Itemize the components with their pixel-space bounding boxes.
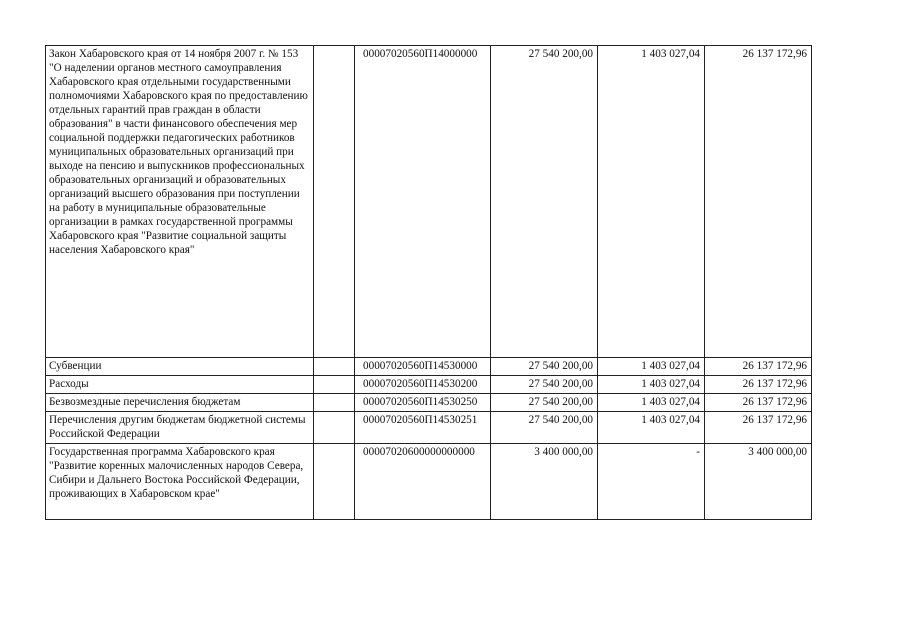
row-value-2: -: [598, 444, 705, 520]
row-blank-cell: [314, 444, 355, 520]
row-blank-cell: [314, 376, 355, 394]
table-row: [46, 412, 812, 444]
row-name: Субвенции: [46, 358, 314, 376]
row-blank-cell: [314, 394, 355, 412]
row-value-2: 1 403 027,04: [598, 412, 705, 444]
row-blank-cell: [314, 46, 355, 358]
row-value-1: 27 540 200,00: [491, 376, 598, 394]
row-value-3: 26 137 172,96: [705, 394, 812, 412]
row-code: 00007020560П14000000: [355, 46, 491, 358]
row-blank-cell: [314, 412, 355, 444]
row-code: 00007020600000000000: [355, 444, 491, 520]
row-value-1: 3 400 000,00: [491, 444, 598, 520]
row-name: Закон Хабаровского края от 14 ноября 2007 г. № 153 "О наделении органов местного самоуправления Хабаровского края отдельными государственными полномочиями Хабаровского края по предоставлению отдельных гарантий прав граждан в области образования" в части финансового обеспечения мер социальной поддержки педагогических работников муниципальных образовательных организаций при выходе на пенсию и выпускников профессиональных образовательных организаций и образовательных организаций высшего образования при поступлении на работу в муниципальные образовательные организации в рамках государственной программы Хабаровского края "Развитие социальной защиты населения Хабаровского края": [46, 46, 314, 358]
table-row: [46, 394, 812, 412]
row-name: Перечисления другим бюджетам бюджетной системы Российской Федерации: [46, 412, 314, 444]
row-value-1: 27 540 200,00: [491, 46, 598, 358]
row-value-1: 27 540 200,00: [491, 412, 598, 444]
row-value-3: 3 400 000,00: [705, 444, 812, 520]
row-blank-cell: [314, 358, 355, 376]
row-value-1: 27 540 200,00: [491, 394, 598, 412]
row-code: 00007020560П14530000: [355, 358, 491, 376]
table-row: [46, 46, 812, 358]
row-value-2: 1 403 027,04: [598, 394, 705, 412]
budget-table: [45, 45, 812, 520]
row-value-3: 26 137 172,96: [705, 46, 812, 358]
row-name: Безвозмездные перечисления бюджетам: [46, 394, 314, 412]
row-value-2: 1 403 027,04: [598, 358, 705, 376]
row-code: 00007020560П14530251: [355, 412, 491, 444]
row-value-2: 1 403 027,04: [598, 376, 705, 394]
table-row: [46, 358, 812, 376]
table-row: [46, 444, 812, 520]
row-name: Расходы: [46, 376, 314, 394]
row-value-2: 1 403 027,04: [598, 46, 705, 358]
table-row: [46, 376, 812, 394]
row-value-1: 27 540 200,00: [491, 358, 598, 376]
row-name: Государственная программа Хабаровского края "Развитие коренных малочисленных народов Севера, Сибири и Дальнего Востока Российской Федерации, проживающих в Хабаровском крае": [46, 444, 314, 520]
row-code: 00007020560П14530250: [355, 394, 491, 412]
row-code: 00007020560П14530200: [355, 376, 491, 394]
row-value-3: 26 137 172,96: [705, 358, 812, 376]
row-value-3: 26 137 172,96: [705, 412, 812, 444]
row-value-3: 26 137 172,96: [705, 376, 812, 394]
